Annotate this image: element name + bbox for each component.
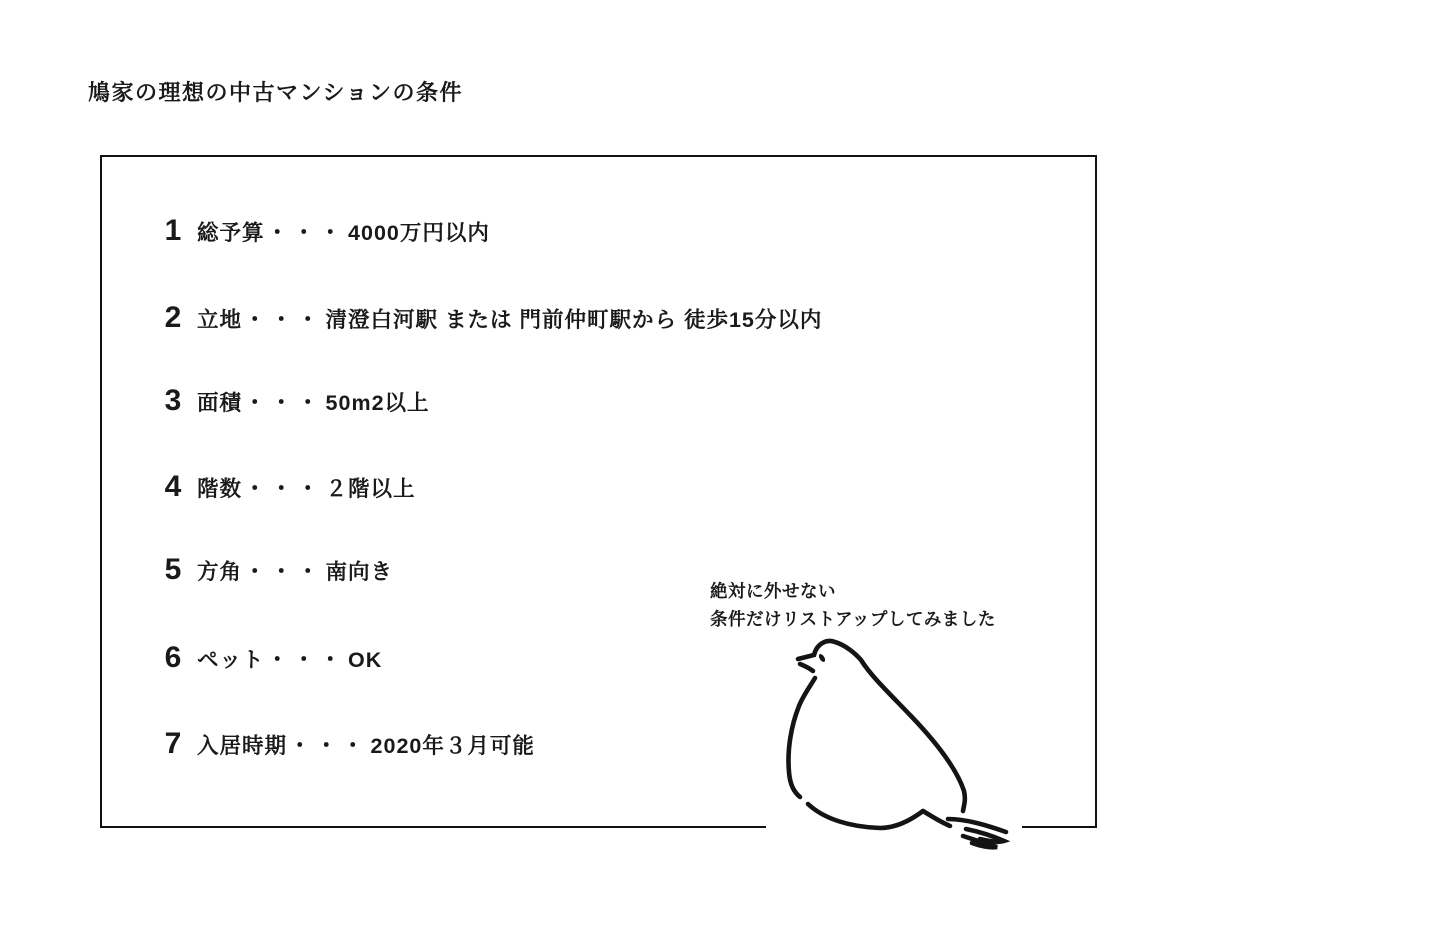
item-label: 面積: [197, 391, 243, 415]
page-title: 鳩家の理想の中古マンションの条件: [88, 80, 464, 105]
item-number: 4: [164, 470, 182, 503]
item-value: 清澄白河駅 または 門前仲町駅から 徒歩15分以内: [325, 308, 823, 332]
list-item-1: [159, 214, 490, 254]
item-separator: ・・・: [244, 391, 324, 415]
list-item-3: [159, 384, 430, 424]
item-value: 4000万円以内: [348, 221, 490, 245]
item-value: 50m2以上: [325, 391, 430, 415]
item-separator: ・・・: [244, 308, 324, 332]
item-number: 2: [164, 301, 182, 334]
annotation-line-1: 絶対に外せない: [710, 581, 836, 601]
item-value: 2020年３月可能: [370, 734, 535, 758]
pigeon-illustration-icon: [770, 630, 1020, 854]
item-label: 総予算: [197, 221, 265, 245]
list-item-5: [159, 553, 393, 593]
list-item-6: [159, 641, 382, 681]
annotation-caption: [710, 577, 996, 633]
item-label: 方角: [197, 560, 243, 584]
item-number: 7: [164, 727, 182, 760]
item-separator: ・・・: [266, 221, 347, 245]
item-label: 階数: [197, 477, 243, 501]
list-item-4: [159, 470, 416, 510]
item-separator: ・・・: [289, 734, 369, 758]
item-value: ２階以上: [325, 477, 416, 501]
list-item-7: [159, 727, 535, 767]
item-label: 入居時期: [197, 734, 288, 758]
annotation-line-2: 条件だけリストアップしてみました: [710, 609, 996, 629]
item-separator: ・・・: [266, 648, 347, 672]
pigeon-eye: [818, 653, 827, 663]
item-separator: ・・・: [244, 477, 324, 501]
item-separator: ・・・: [244, 560, 324, 584]
item-label: 立地: [197, 308, 243, 332]
list-item-2: [159, 301, 822, 341]
item-number: 5: [164, 553, 182, 586]
item-number: 3: [164, 384, 182, 417]
item-number: 6: [164, 641, 182, 674]
item-number: 1: [164, 214, 182, 247]
item-label: ペット: [197, 648, 265, 672]
item-value: 南向き: [325, 560, 394, 584]
item-value: OK: [348, 648, 383, 672]
